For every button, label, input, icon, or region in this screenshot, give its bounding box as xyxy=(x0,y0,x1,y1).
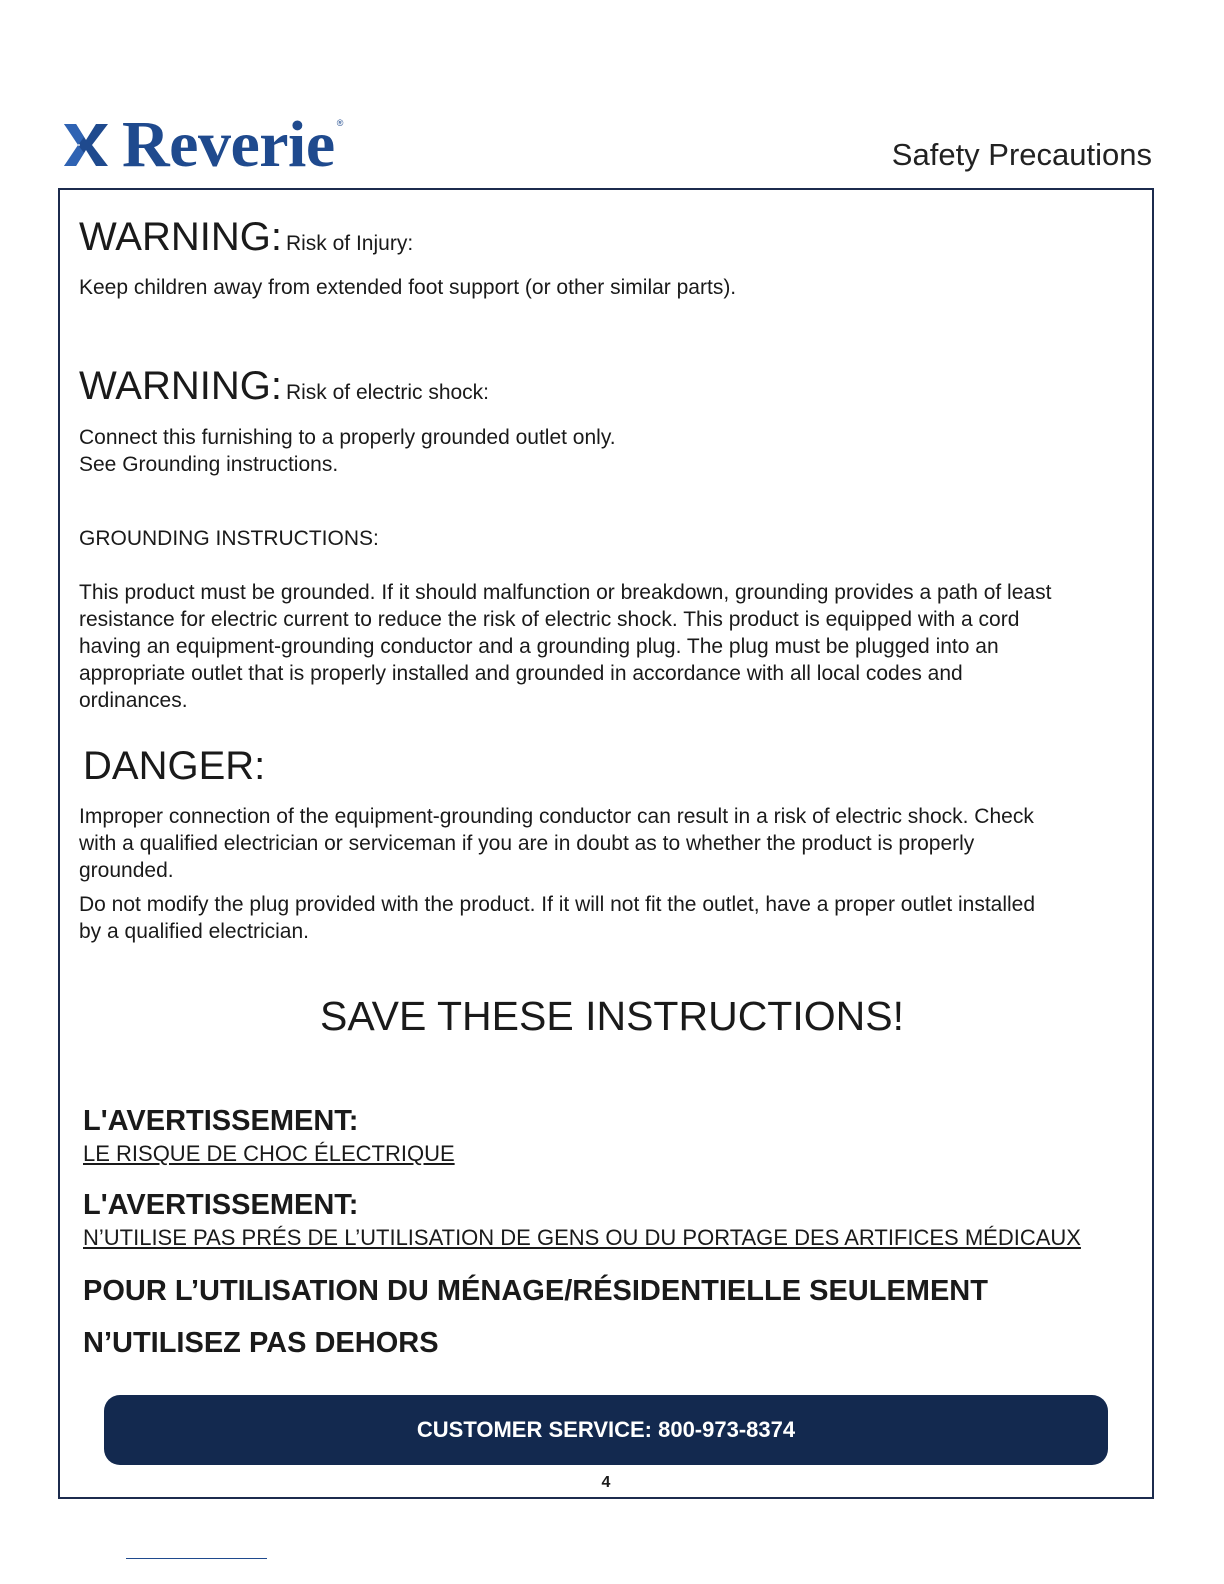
section-title: Safety Precautions xyxy=(891,137,1152,172)
warning-subtitle: Risk of Injury: xyxy=(285,232,414,255)
avertissement-text-1: LE RISQUE DE CHOC ÉLECTRIQUE xyxy=(83,1141,455,1166)
reverie-logo-icon xyxy=(62,120,110,170)
avertissement-heading-1: L'AVERTISSEMENT: xyxy=(83,1105,359,1137)
footer-rule xyxy=(126,1558,267,1559)
warning-label: WARNING: xyxy=(79,364,282,408)
warning-label: WARNING: xyxy=(79,215,282,259)
avertissement-text-2: N’UTILISE PAS PRÉS DE L’UTILISATION DE GENS OU DU PORTAGE DES ARTIFICES MÉDICAUX xyxy=(83,1225,1081,1250)
text-line: Do not modify the plug provided with the product. If it will not fit the outlet, have a proper outlet installed xyxy=(79,893,1036,916)
danger-text-1 xyxy=(79,803,1129,884)
danger-heading: DANGER: xyxy=(83,744,266,788)
text-line: ordinances. xyxy=(79,689,188,712)
customer-service-bar xyxy=(104,1395,1108,1465)
text-line: Improper connection of the equipment-grounding conductor can result in a risk of electric shock. Check xyxy=(79,805,1034,828)
text-line: appropriate outlet that is properly installed and grounded in accordance with all local codes and xyxy=(79,662,963,685)
page-number: 4 xyxy=(601,1474,611,1491)
warning-subtitle: Risk of electric shock: xyxy=(285,381,490,404)
text-line: This product must be grounded. If it should malfunction or breakdown, grounding provides a path of least xyxy=(79,581,1052,604)
avertissement-heading-2: L'AVERTISSEMENT: xyxy=(83,1189,359,1221)
warning-injury-heading xyxy=(79,217,413,257)
household-use-notice: POUR L’UTILISATION DU MÉNAGE/RÉSIDENTIELLE SEULEMENT xyxy=(83,1275,988,1307)
text-line: grounded. xyxy=(79,859,174,882)
text-line: Connect this furnishing to a properly grounded outlet only. xyxy=(79,426,616,449)
registered-mark: ® xyxy=(336,118,344,128)
save-instructions-heading: SAVE THESE INSTRUCTIONS! xyxy=(320,993,904,1039)
logo-wordmark: Reverie xyxy=(122,108,335,181)
warning-injury-text: Keep children away from extended foot support (or other similar parts). xyxy=(79,276,737,299)
text-line: See Grounding instructions. xyxy=(79,453,339,476)
warning-shock-heading xyxy=(79,366,489,406)
reverie-logo xyxy=(62,110,343,180)
text-line: having an equipment-grounding conductor and a grounding plug. The plug must be plugged into an xyxy=(79,635,999,658)
danger-text-2 xyxy=(79,891,1129,945)
no-outdoor-notice: N’UTILISEZ PAS DEHORS xyxy=(83,1327,439,1359)
text-line: by a qualified electrician. xyxy=(79,920,309,943)
text-line: with a qualified electrician or serviceman if you are in doubt as to whether the product is properly xyxy=(79,832,975,855)
warning-shock-text xyxy=(79,424,1129,478)
grounding-text xyxy=(79,579,1129,714)
text-line: resistance for electric current to reduce the risk of electric shock. This product is equipped with a cord xyxy=(79,608,1020,631)
grounding-heading: GROUNDING INSTRUCTIONS: xyxy=(79,527,379,550)
customer-service-text: CUSTOMER SERVICE: 800-973-8374 xyxy=(416,1417,796,1442)
